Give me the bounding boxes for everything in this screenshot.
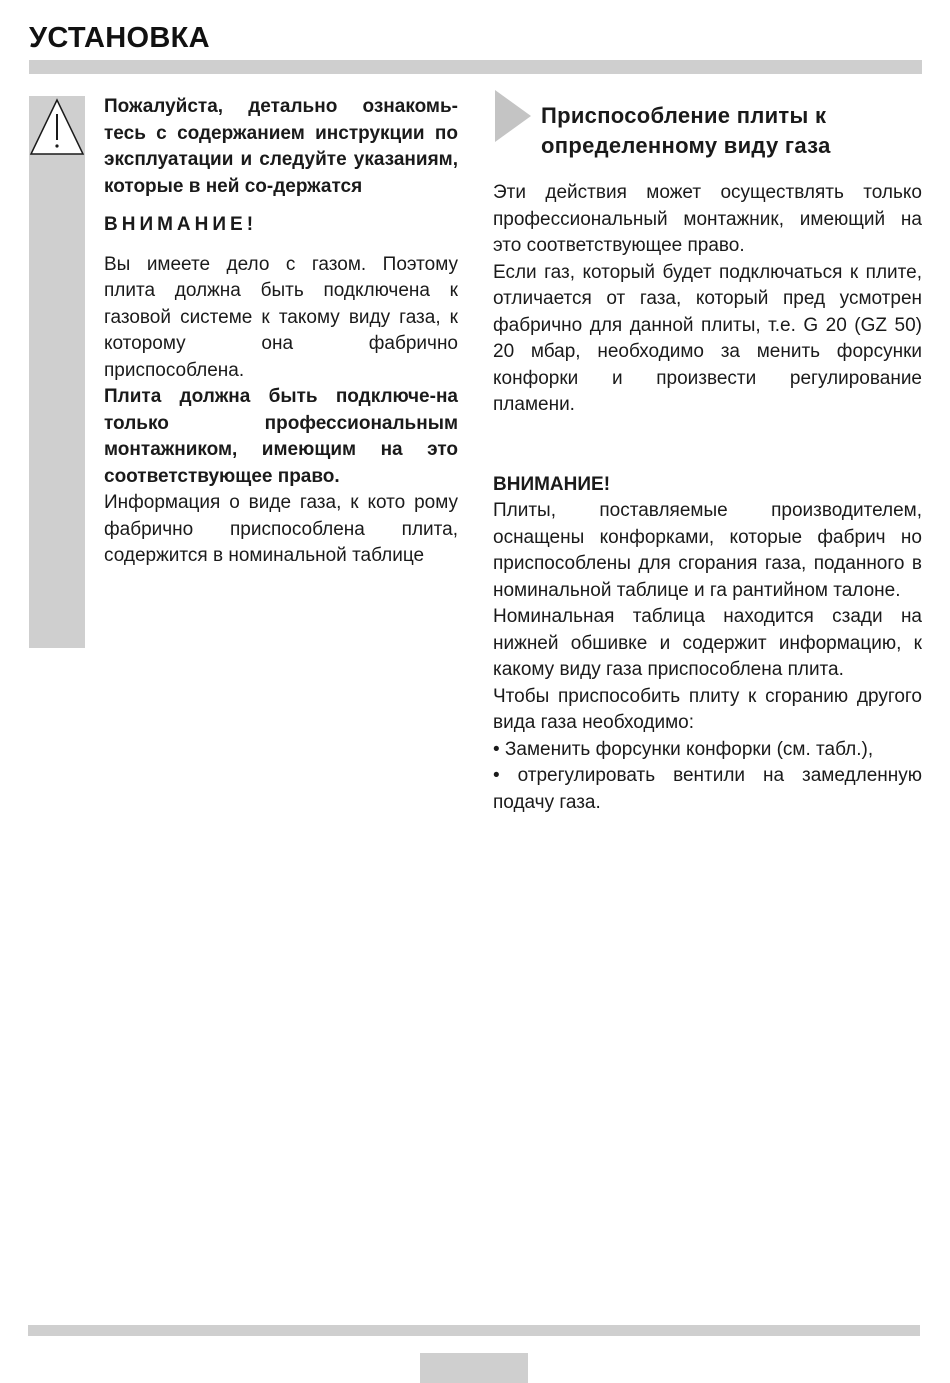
header-rule <box>29 60 922 74</box>
left-column <box>104 94 458 570</box>
warning-heading: ВНИМАНИЕ! <box>104 214 258 235</box>
bullet-item: • Заменить форсунки конфорки (см. табл.), <box>493 738 874 760</box>
bullet-item: • отрегулировать вентили на замедленную подачу газа. <box>493 765 922 813</box>
installer-note: Плита должна быть подключе-на только профессиональным монтажником, имеющим на это соответствующее право. <box>104 386 458 487</box>
gas-note: Вы имеете дело с газом. Поэтому плита должна быть подключена к газовой системе к такому виду газа, к которому она фабрично приспособлена. <box>104 253 458 381</box>
page-number-tab <box>420 1353 528 1383</box>
para-adapt: Чтобы приспособить плиту к сгоранию другого вида газа необходимо: <box>493 685 922 733</box>
para-rating-plate: Номинальная таблица находится сзади на нижней обшивке и содержит информацию, к какому виду газа приспособлена плита. <box>493 606 922 680</box>
para-burners: Плиты, поставляемые производителем, оснащены конфорками, которые фабрич но приспособлены для сгорания газа, поданного в номинальной таблице и га рантийном талоне. <box>493 500 922 601</box>
page-title: УСТАНОВКА <box>29 22 210 54</box>
footer-rule <box>28 1325 920 1336</box>
warning-sidebar <box>29 96 85 648</box>
warning-heading-right: ВНИМАНИЕ! <box>493 473 611 495</box>
section-title: Приспособление плиты к определенному виду газа <box>541 103 831 158</box>
para-gas-change: Если газ, который будет подключаться к плите, отличается от газа, который пред усмотрен фабрично для данной плиты, т.е. G 20 (GZ 50) 20 мбар, необходимо за менить форсунки конфорки и произвести регулирование пламени. <box>493 261 922 415</box>
right-column <box>493 180 922 816</box>
para-installer: Эти действия может осуществлять только профессиональный монтажник, имеющий на это соответствующее право. <box>493 182 922 256</box>
play-arrow-icon <box>493 88 533 144</box>
info-note: Информация о виде газа, к кото рому фабрично приспособлена плита, содержится в номинальной таблице <box>104 492 458 566</box>
warning-triangle-icon <box>29 96 85 158</box>
intro-text: Пожалуйста, детально ознакомь-тесь с содержанием инструкции по эксплуатации и следуйте указаниям, которые в ней со-держатся <box>104 96 458 197</box>
